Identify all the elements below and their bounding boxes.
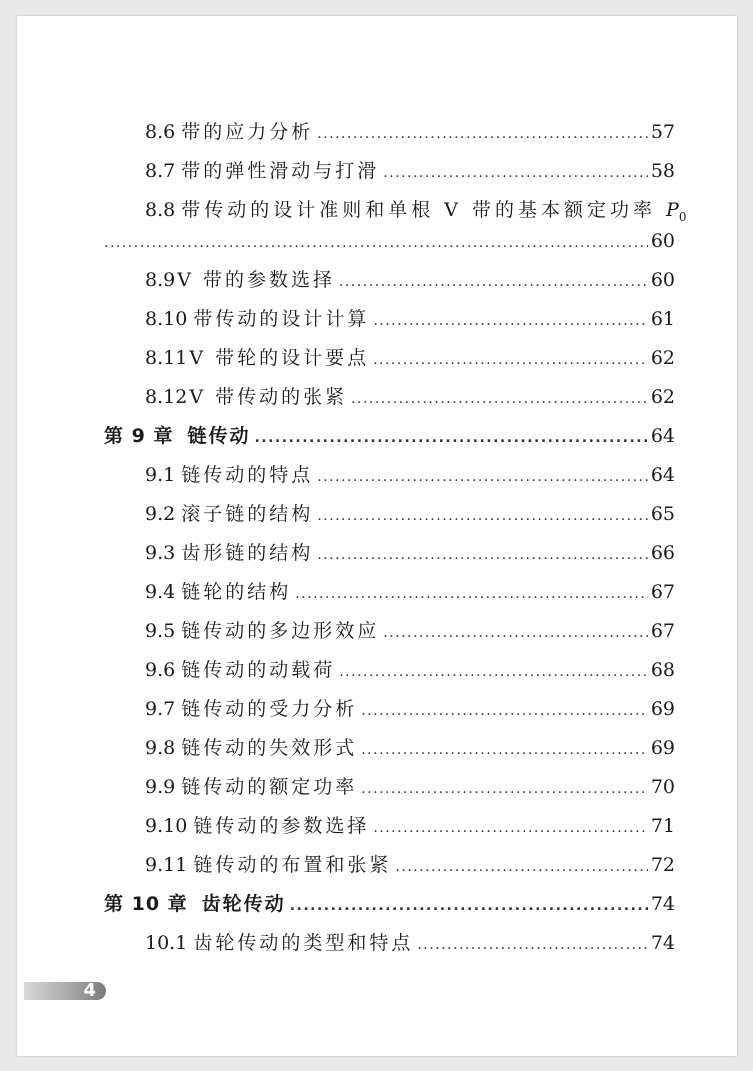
dot-leader [317, 469, 648, 485]
toc-entry-wrapped [145, 195, 687, 224]
dot-leader [317, 508, 648, 524]
page-ref: 60 [650, 230, 675, 252]
page-number: 4 [83, 980, 96, 1001]
dot-leader [339, 274, 648, 290]
page-ref: 62 [650, 386, 675, 408]
dot-leader [361, 703, 648, 719]
toc-entry [145, 928, 675, 955]
dot-leader [317, 126, 648, 142]
section-title: 带的弹性滑动与打滑 [181, 160, 380, 182]
toc-entry [145, 460, 675, 487]
section-title: 滚子链的结构 [181, 503, 314, 525]
toc-entry [145, 499, 675, 526]
page-ref: 71 [650, 815, 675, 837]
dot-leader [373, 820, 647, 836]
chapter-entry [104, 889, 675, 916]
toc-entry [145, 304, 675, 331]
section-number: 9.3 [145, 542, 176, 564]
page-ref: 69 [650, 737, 675, 759]
section-number: 8.6 [145, 121, 176, 143]
section-number: 9.6 [145, 659, 176, 681]
section-number: 10.1 [145, 932, 188, 954]
toc-entry [145, 811, 675, 838]
table-of-contents [17, 16, 737, 1056]
section-title: V 带传动的张紧 [189, 386, 348, 408]
toc-entry [145, 343, 675, 370]
toc-entry [145, 538, 675, 565]
page-ref: 60 [650, 269, 675, 291]
dot-leader [290, 898, 648, 914]
toc-entry [145, 772, 675, 799]
page-ref: 66 [650, 542, 675, 564]
section-number: 9.4 [145, 581, 176, 603]
section-title: V 带轮的设计要点 [189, 347, 370, 369]
section-number: 9.9 [145, 776, 176, 798]
section-number: 9.11 [145, 854, 188, 876]
section-title: 链传动的额定功率 [181, 776, 358, 798]
dot-leader [417, 937, 647, 953]
section-title: 带的应力分析 [181, 121, 314, 143]
section-title: 链传动的失效形式 [181, 737, 358, 759]
section-number: 9.5 [145, 620, 176, 642]
toc-entry [145, 577, 675, 604]
page-ref: 57 [650, 121, 675, 143]
toc-entry [145, 733, 675, 760]
dot-leader [395, 859, 647, 875]
dot-leader [383, 165, 648, 181]
page-ref: 64 [650, 464, 675, 486]
section-number: 9.7 [145, 698, 176, 720]
book-page [17, 16, 737, 1056]
dot-leader [317, 547, 648, 563]
section-number: 9.8 [145, 737, 176, 759]
section-number: 9.10 [145, 815, 188, 837]
section-number: 8.12 [145, 386, 188, 408]
section-title: 链传动的多边形效应 [181, 620, 380, 642]
section-title: 带传动的设计准则和单根 V 带的基本额定功率 [181, 199, 657, 221]
section-number: 9.1 [145, 464, 176, 486]
dot-leader [373, 352, 648, 368]
section-number: 8.9 [145, 269, 176, 291]
page-ref: 68 [650, 659, 675, 681]
section-title: V 带的参数选择 [177, 269, 335, 291]
toc-entry [145, 156, 675, 183]
page-ref: 67 [650, 620, 675, 642]
page-ref: 67 [650, 581, 675, 603]
section-number: 8.8 [145, 199, 176, 221]
toc-entry [145, 655, 675, 682]
toc-entry [145, 117, 675, 144]
chapter-number: 第 10 章 [104, 893, 188, 915]
toc-entry [145, 382, 675, 409]
section-title: 链传动的受力分析 [181, 698, 358, 720]
page-number-tab [24, 982, 106, 1000]
toc-entry [145, 265, 675, 292]
power-symbol: $P_0$ [666, 199, 687, 224]
dot-leader [373, 313, 647, 329]
section-title: 链轮的结构 [181, 581, 292, 603]
dot-leader [361, 742, 648, 758]
page-ref: 64 [650, 425, 675, 447]
section-title: 齿形链的结构 [181, 542, 314, 564]
section-title: 带传动的设计计算 [193, 308, 370, 330]
section-title: 齿轮传动的类型和特点 [193, 932, 414, 954]
section-number: 8.10 [145, 308, 188, 330]
toc-entry [145, 616, 675, 643]
toc-entry [145, 850, 675, 877]
dot-leader [339, 664, 648, 680]
page-ref: 72 [650, 854, 675, 876]
section-number: 8.11 [145, 347, 188, 369]
section-number: 9.2 [145, 503, 176, 525]
chapter-number: 第 9 章 [104, 425, 174, 447]
section-title: 链传动的特点 [181, 464, 314, 486]
section-title: 链传动的布置和张紧 [193, 854, 392, 876]
chapter-entry [104, 421, 675, 448]
chapter-title: 链传动 [187, 425, 251, 447]
page-ref: 69 [650, 698, 675, 720]
dot-leader [295, 586, 648, 602]
toc-entry [145, 694, 675, 721]
page-ref: 62 [650, 347, 675, 369]
page-ref: 61 [650, 308, 675, 330]
page-ref: 58 [650, 160, 675, 182]
page-ref: 74 [650, 932, 675, 954]
section-title: 链传动的参数选择 [193, 815, 370, 837]
page-ref: 70 [650, 776, 675, 798]
dot-leader [361, 781, 648, 797]
dot-leader [104, 235, 648, 251]
dot-leader [351, 391, 648, 407]
page-ref: 74 [650, 893, 675, 915]
dot-leader [254, 430, 647, 446]
section-number: 8.7 [145, 160, 176, 182]
dot-leader [383, 625, 648, 641]
page-ref: 65 [650, 503, 675, 525]
toc-entry-continuation [104, 230, 675, 252]
section-title: 链传动的动载荷 [181, 659, 336, 681]
chapter-title: 齿轮传动 [201, 893, 286, 915]
